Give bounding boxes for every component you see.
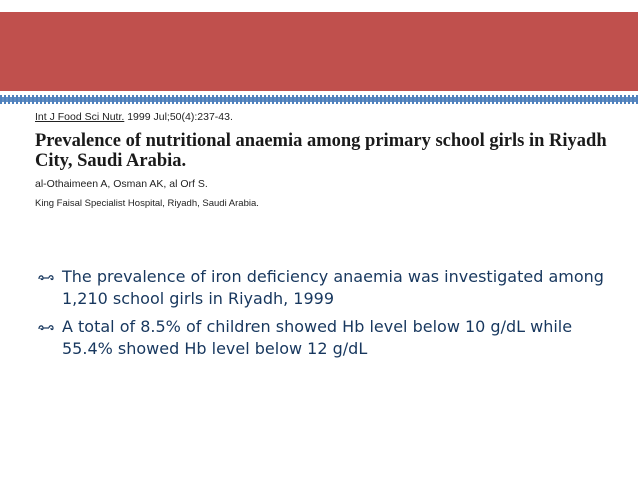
paper-title: Prevalence of nutritional anaemia among primary school girls in Riyadh City, Saudi Arabia.	[35, 131, 607, 171]
bullet-text: A total of 8.5% of children showed Hb level below 10 g/dL while 55.4% showed Hb level below 12 g/dL	[62, 317, 573, 358]
header-banner	[0, 12, 638, 91]
citation-block	[35, 110, 615, 210]
paper-authors: al-Othaimeen A, Osman AK, al Orf S.	[35, 178, 208, 190]
paper-affiliation: King Faisal Specialist Hospital, Riyadh, Saudi Arabia.	[35, 198, 259, 209]
bullet-text: The prevalence of iron deficiency anaemia was investigated among 1,210 school girls in Riyadh, 1999	[62, 267, 604, 308]
journal-line	[35, 110, 615, 124]
scroll-bullet-icon	[38, 272, 54, 282]
bullet-list	[36, 266, 626, 366]
journal-details: 1999 Jul;50(4):237-43.	[124, 111, 233, 123]
bullet-item	[36, 316, 626, 360]
scroll-bullet-icon	[38, 322, 54, 332]
header-stripe-fill	[0, 97, 638, 102]
journal-link[interactable]: Int J Food Sci Nutr.	[35, 111, 125, 123]
bullet-item	[36, 266, 626, 310]
